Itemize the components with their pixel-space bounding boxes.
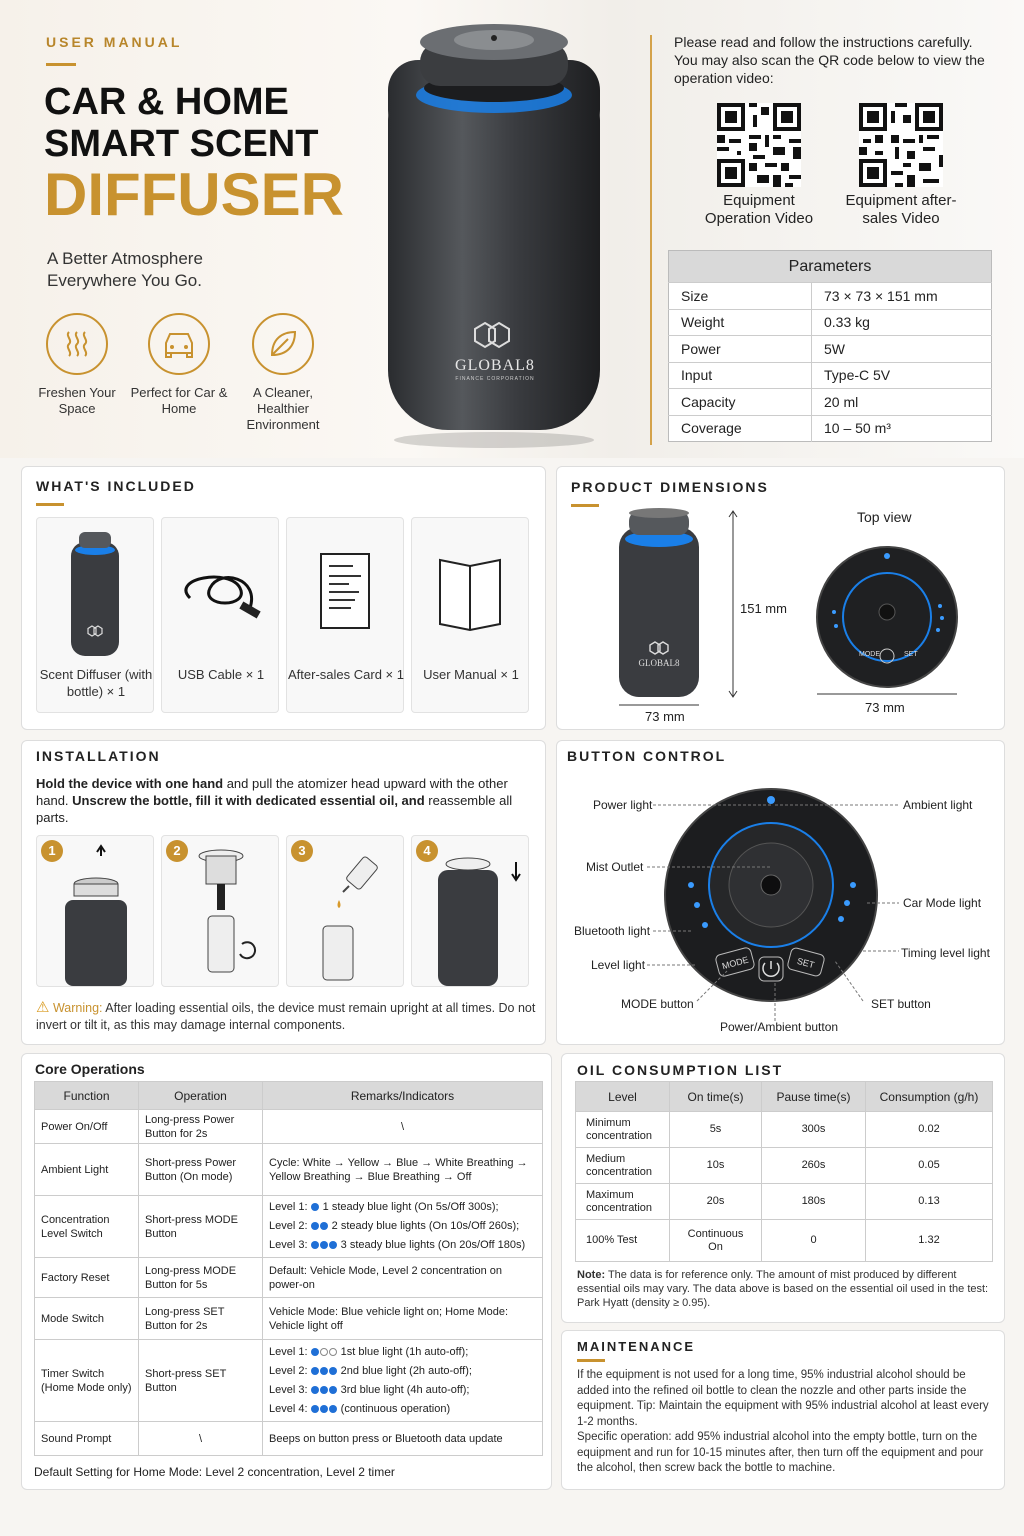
label-mode-button: MODE button: [621, 997, 694, 1011]
table-row: Maximum concentration 20s 180s 0.13: [576, 1184, 993, 1220]
intro-text: Please read and follow the instructions carefully. You may also scan the QR code below to view the operation video:: [674, 34, 985, 86]
table-row: Capacity 20 ml: [669, 389, 992, 416]
width-label: 73 mm: [645, 709, 685, 724]
section-title: MAINTENANCE: [577, 1339, 696, 1354]
warning-icon: ⚠: [36, 999, 50, 1016]
hero-section: [0, 0, 1024, 458]
kicker: USER MANUAL: [46, 34, 183, 50]
section-title: OIL CONSUMPTION LIST: [577, 1062, 784, 1078]
level-line: Level 1: 1st blue light (1h auto-off);: [269, 1345, 469, 1358]
kicker-underline: [46, 63, 76, 66]
qr-caption-operation: Equipment Operation Video: [704, 192, 814, 227]
label-car-mode-light: Car Mode light: [903, 896, 982, 910]
maintenance-card: [561, 1330, 1005, 1490]
included-label: USB Cable × 1: [177, 667, 265, 682]
feature-label: A Cleaner, Healthier Environment: [246, 385, 320, 432]
dimension-top-view: [812, 542, 962, 702]
feature-label: Perfect for Car & Home: [130, 385, 228, 416]
mode-label: MODE: [859, 651, 880, 658]
step-number: 2: [166, 840, 188, 862]
card-icon: [315, 552, 375, 632]
feature-label: Freshen Your Space: [38, 385, 116, 416]
install-step-1: [36, 835, 154, 987]
brand-sub: FINANCE CORPORATION: [455, 376, 535, 382]
level-line: Level 2: 2nd blue light (2h auto-off);: [269, 1364, 472, 1377]
title-line-1: CAR & HOME: [44, 81, 289, 123]
section-title: Core Operations: [35, 1061, 145, 1077]
core-operations-table: Function Operation Remarks/Indicators Power On/Off Long-press Power Button for 2s \ Ambient Light Short-press Power Button (On mode) Cycle: White → Yellow → Blue → White Breathing → Yellow Breathing → Blue Breathing → Off Concentration Level Switch Short-press MODE Button Level 1: 1 steady blue light (On 5s/Off 300s); Level 2: 2 steady blue lights (On 10s/Off 260s); Level 3: 3 steady blue lights (On 20s/Off 180s) Factory Reset Long-press MODE Button for 5s Default: Vehicle Mode, Level 2 concentration on power-on Mode Switch Long-press SET Button for 2s Vehicle Mode: Blue vehicle light on; Home Mode: Vehicle light off Timer Switch (Home Mode only) Short-press SET Button Level 1: 1st blue light (1h auto-off); Level 2: 2nd blue light (2h auto-off); Level 3: 3rd blue light (4h auto-off); Level 4: (continuous operation) Sound Prompt \ Beeps on button press or Bluetooth data update: [34, 1081, 543, 1456]
set-button[interactable]: SET: [795, 955, 816, 971]
table-row: Mode Switch Long-press SET Button for 2s Vehicle Mode: Blue vehicle light on; Home Mode: Vehicle light off: [35, 1298, 543, 1340]
included-label: User Manual × 1: [423, 667, 519, 682]
table-row: Input Type-C 5V: [669, 362, 992, 389]
car-icon: [148, 313, 210, 375]
height-label: 151 mm: [740, 601, 787, 616]
level-line: Level 3: 3 steady blue lights (On 20s/Off 180s): [269, 1239, 526, 1251]
table-row: Power On/Off Long-press Power Button for 2s \: [35, 1110, 543, 1144]
included-user-manual: [411, 517, 529, 713]
installation-card: [21, 740, 546, 1045]
feature-cleaner: [228, 313, 338, 433]
divider: [650, 35, 652, 445]
button-control-card: [556, 740, 1005, 1045]
table-row: 100% Test Continuous On 0 1.32: [576, 1220, 993, 1262]
table-row: Coverage 10 – 50 m³: [669, 415, 992, 442]
title-line-2: SMART SCENT: [44, 123, 319, 165]
qr-code-after-sales[interactable]: [859, 103, 943, 187]
step-number: 3: [291, 840, 313, 862]
parameters-table: [668, 250, 992, 442]
feature-freshen: [22, 313, 132, 417]
install-step-3: [286, 835, 404, 987]
level-line: Level 3: 3rd blue light (4h auto-off);: [269, 1383, 470, 1396]
label-ambient-light: Ambient light: [903, 798, 973, 812]
title-line-3: DIFFUSER: [44, 161, 344, 228]
oil-note: Note: The data is for reference only. The amount of mist produced by different essential oils may vary. The data above is based on the essential oil used in the test: Park Hyatt (density ≥ 0.95).: [577, 1269, 989, 1309]
product-image: [380, 20, 610, 450]
warning-text: ⚠ Warning: After loading essential oils, the device must remain upright at all times. Do not invert or tilt it, as this may damage internal components.: [36, 999, 536, 1032]
brand-logo: GLOBAL8: [455, 357, 535, 374]
steam-icon: [46, 313, 108, 375]
title-underline: [577, 1359, 605, 1362]
section-title: BUTTON CONTROL: [567, 748, 727, 764]
table-row: Timer Switch (Home Mode only) Short-press SET Button Level 1: 1st blue light (1h auto-off); Level 2: 2nd blue light (2h auto-off); Level 3: 3rd blue light (4h auto-off); Level 4: (continuous operation): [35, 1340, 543, 1422]
included-label: Scent Diffuser (with bottle) × 1: [39, 667, 153, 699]
set-label: SET: [904, 651, 918, 658]
dimensions-card: [556, 466, 1005, 730]
section-title: INSTALLATION: [36, 748, 161, 764]
leaf-icon: [252, 313, 314, 375]
label-set-button: SET button: [871, 997, 931, 1011]
svg-text:GLOBAL8: GLOBAL8: [638, 658, 680, 668]
subtitle: A Better Atmosphere Everywhere You Go.: [47, 249, 203, 290]
label-bluetooth-light: Bluetooth light: [574, 924, 651, 938]
title-underline: [571, 504, 599, 507]
table-row: Size 73 × 73 × 151 mm: [669, 283, 992, 310]
qr-code-operation[interactable]: [717, 103, 801, 187]
feature-car-home: [124, 313, 234, 417]
qr-caption-after-sales: Equipment after-sales Video: [845, 192, 957, 227]
top-width-label: 73 mm: [865, 700, 905, 715]
parameters-title: Parameters: [669, 251, 992, 283]
book-icon: [435, 552, 505, 632]
label-power-button: Power/Ambient button: [720, 1020, 839, 1034]
level-line: Level 1: 1 steady blue light (On 5s/Off 300s);: [269, 1201, 499, 1213]
label-level-light: Level light: [591, 958, 646, 972]
table-row: Sound Prompt \ Beeps on button press or Bluetooth data update: [35, 1422, 543, 1456]
level-line: Level 4: (continuous operation): [269, 1402, 451, 1415]
label-power-light: Power light: [593, 798, 653, 812]
oil-consumption-table: Level On time(s) Pause time(s) Consumption (g/h) Minimum concentration 5s 300s 0.02 Medium concentration 10s 260s 0.05 Maximum concentration 20s 180s 0.13 100% Test Continuous On 0 1.32: [575, 1081, 993, 1262]
diffuser-icon: [65, 528, 125, 658]
mode-button[interactable]: MODE: [720, 954, 750, 972]
table-row: Concentration Level Switch Short-press MODE Button Level 1: 1 steady blue light (On 5s/Off 300s); Level 2: 2 steady blue lights (On 10s/Off 260s); Level 3: 3 steady blue lights (On 20s/Off 180s): [35, 1196, 543, 1258]
label-timing-level-light: Timing level light: [901, 946, 990, 960]
table-row: Medium concentration 10s 260s 0.05: [576, 1148, 993, 1184]
install-step-2: [161, 835, 279, 987]
maintenance-text: If the equipment is not used for a long time, 95% industrial alcohol should be added into the refined oil bottle to clean the nozzle and other parts inside the equipment. Tip: Maintain the equipment with 95% industrial alcohol at least every 1-2 months. Specific operation: add 95% industrial alcohol into the empty bottle, turn on the equipment and run for 10-15 minutes after, then turn off the equipment and pour the alcohol, then screw back the bottle to machine.: [577, 1369, 989, 1474]
install-step-4: [411, 835, 529, 987]
included-label: After-sales Card × 1: [288, 667, 404, 682]
table-row: Ambient Light Short-press Power Button (On mode) Cycle: White → Yellow → Blue → White Breathing → Yellow Breathing → Blue Breathing → Off: [35, 1144, 543, 1196]
level-line: Level 2: 2 steady blue lights (On 10s/Off 260s);: [269, 1220, 520, 1232]
table-row: Weight 0.33 kg: [669, 309, 992, 336]
included-usb-cable: [161, 517, 279, 713]
default-setting: Default Setting for Home Mode: Level 2 concentration, Level 2 timer: [34, 1465, 395, 1479]
section-title: WHAT'S INCLUDED: [36, 478, 196, 494]
top-view-label: Top view: [857, 509, 912, 525]
step-number: 1: [41, 840, 63, 862]
step-number: 4: [416, 840, 438, 862]
label-mist-outlet: Mist Outlet: [586, 860, 644, 874]
usb-cable-icon: [170, 558, 270, 638]
included-after-sales-card: [286, 517, 404, 713]
title-underline: [36, 503, 64, 506]
included-diffuser: [36, 517, 154, 713]
table-row: Minimum concentration 5s 300s 0.02: [576, 1112, 993, 1148]
whats-included-card: [21, 466, 546, 730]
installation-text: Hold the device with one hand and pull the atomizer head upward with the other hand. Unscrew the bottle, fill it with dedicated essential oil, and reassemble all parts.: [36, 776, 513, 825]
section-title: PRODUCT DIMENSIONS: [571, 479, 769, 495]
table-row: Power 5W: [669, 336, 992, 363]
table-row: Factory Reset Long-press MODE Button for 5s Default: Vehicle Mode, Level 2 concentration on power-on: [35, 1258, 543, 1298]
